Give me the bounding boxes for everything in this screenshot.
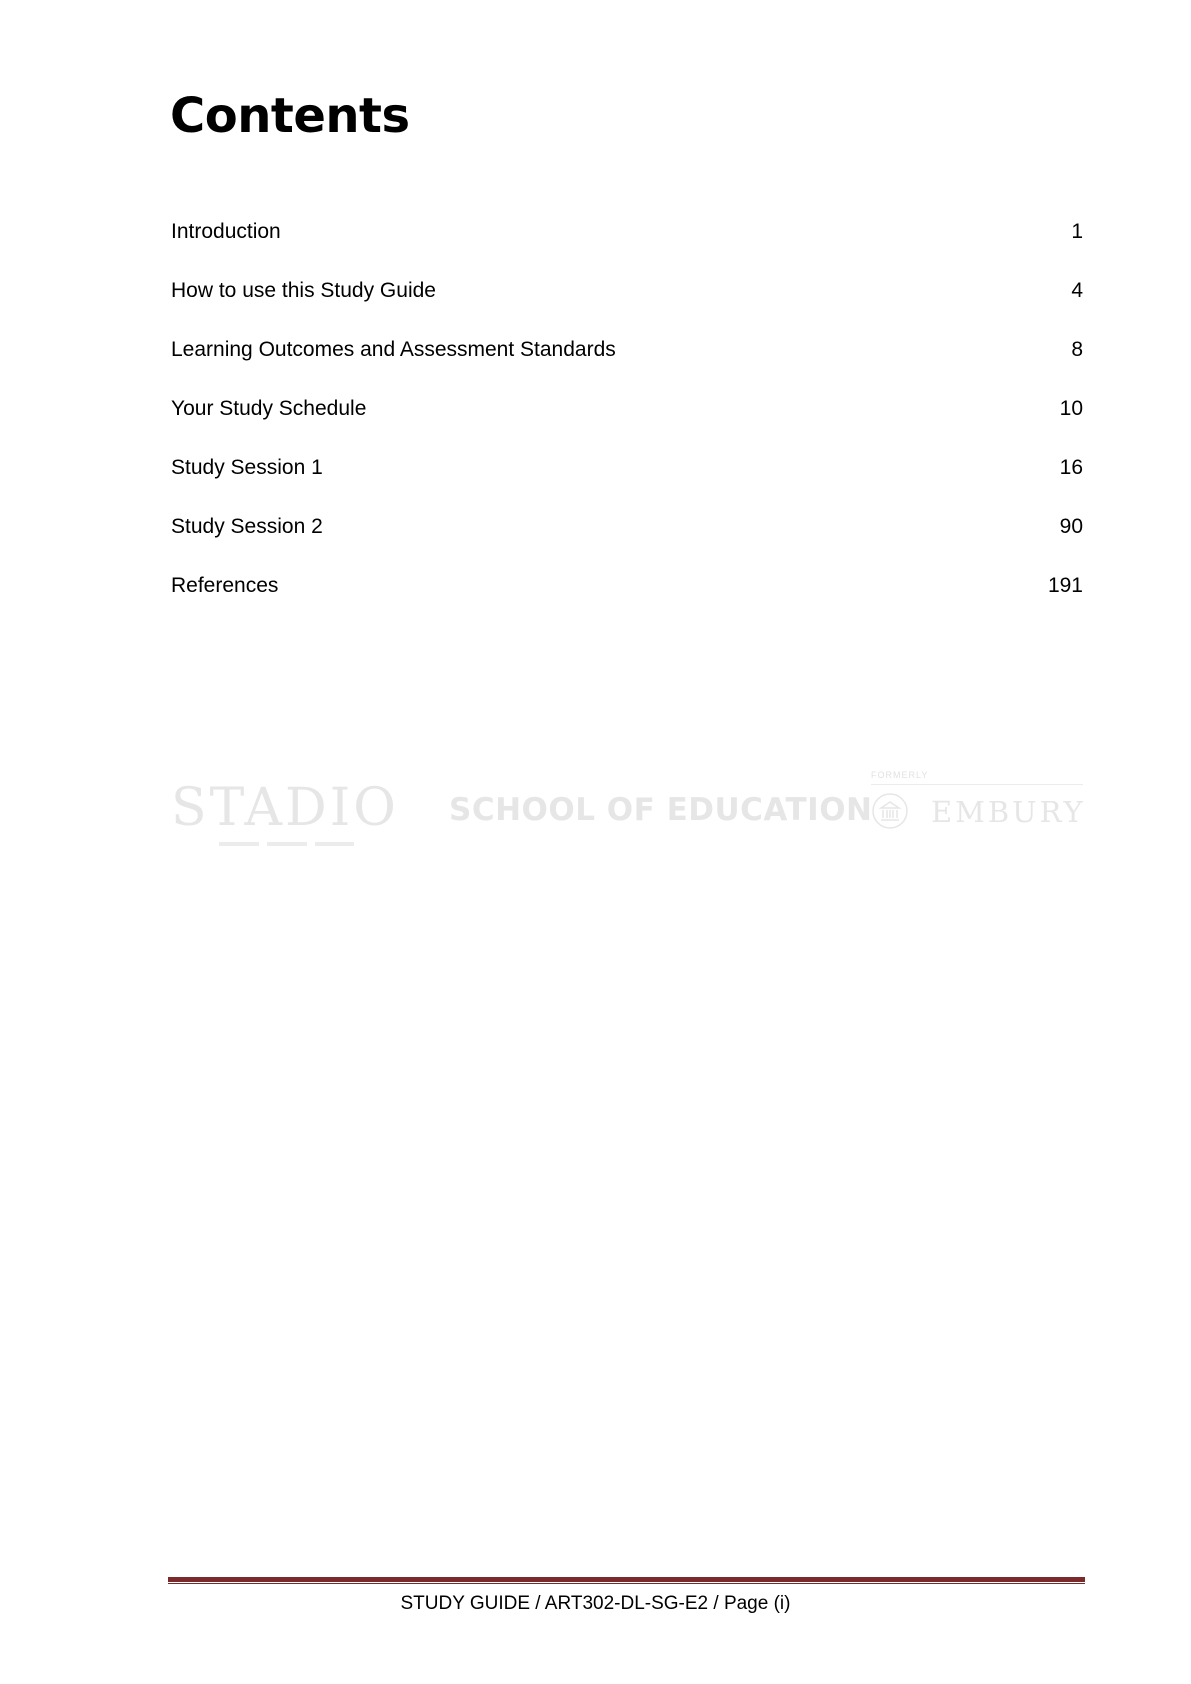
footer-rule <box>168 1577 1085 1582</box>
toc-entry-page-number: 4 <box>1071 278 1083 302</box>
toc-entry-page-number: 90 <box>1059 514 1083 538</box>
footer-rule-thin <box>168 1583 1085 1584</box>
toc-entry-label: Learning Outcomes and Assessment Standards <box>171 337 616 361</box>
toc-entry-label: How to use this Study Guide <box>171 278 436 302</box>
toc-entry-how-to-use[interactable] <box>171 261 1083 320</box>
building-icon <box>871 792 909 830</box>
toc-entry-label: Your Study Schedule <box>171 396 367 420</box>
toc-entry-references[interactable] <box>171 556 1083 615</box>
toc-entry-label: Introduction <box>171 219 281 243</box>
stadio-logo-text: STADIO <box>171 778 399 838</box>
formerly-divider <box>871 784 1083 785</box>
toc-entry-page-number: 10 <box>1059 396 1083 420</box>
page-title: Contents <box>170 88 410 144</box>
toc-entry-study-schedule[interactable] <box>171 379 1083 438</box>
embury-logo-text: EMBURY <box>931 795 1086 829</box>
toc-entry-study-session-2[interactable] <box>171 497 1083 556</box>
stadio-logo-underline <box>219 842 354 846</box>
watermark-banner <box>171 770 1086 850</box>
toc-entry-study-session-1[interactable] <box>171 438 1083 497</box>
toc-entry-page-number: 191 <box>1047 573 1083 597</box>
toc-entry-page-number: 1 <box>1071 219 1083 243</box>
toc-entry-page-number: 16 <box>1059 455 1083 479</box>
formerly-label: FORMERLY <box>871 770 929 780</box>
table-of-contents <box>171 202 1083 615</box>
school-of-education-label: SCHOOL OF EDUCATION <box>449 792 873 828</box>
toc-entry-label: Study Session 1 <box>171 455 323 479</box>
toc-entry-label: Study Session 2 <box>171 514 323 538</box>
toc-entry-introduction[interactable] <box>171 202 1083 261</box>
toc-entry-label: References <box>171 573 279 597</box>
page-footer: STUDY GUIDE / ART302-DL-SG-E2 / Page (i) <box>400 1593 791 1614</box>
toc-entry-learning-outcomes[interactable] <box>171 320 1083 379</box>
toc-entry-page-number: 8 <box>1071 337 1083 361</box>
